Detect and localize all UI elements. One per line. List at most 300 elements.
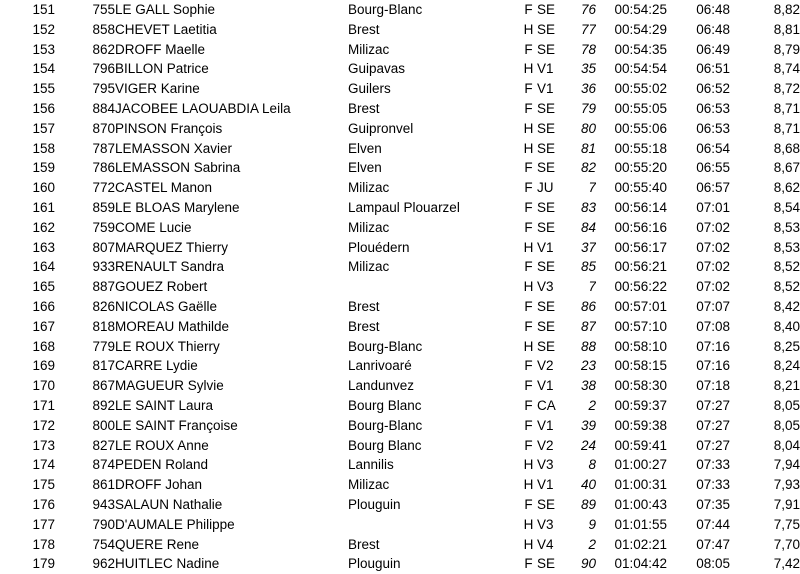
finish-time-cell: 00:55:40 xyxy=(614,180,667,196)
category-cell: SE xyxy=(537,100,556,116)
speed-cell: 8,04 xyxy=(773,437,800,453)
bib-number-cell: 858 xyxy=(92,21,115,37)
speed-cell: 8,05 xyxy=(773,397,800,413)
speed-cell: 8,52 xyxy=(773,259,800,275)
category-rank-cell: 38 xyxy=(580,378,596,394)
rank-cell: 175 xyxy=(32,477,55,493)
pace-cell: 07:02 xyxy=(696,239,730,255)
runner-name-cell: RENAULT Sandra xyxy=(115,259,225,275)
category-rank-cell: 40 xyxy=(580,477,596,493)
city-cell: Bourg Blanc xyxy=(348,397,422,413)
result-row xyxy=(0,475,800,495)
category-rank-cell: 76 xyxy=(580,2,596,17)
city-cell: Bourg-Blanc xyxy=(348,2,423,17)
bib-number-cell: 962 xyxy=(92,556,115,572)
city-cell: Brest xyxy=(348,21,380,37)
category-cell: V1 xyxy=(537,239,554,255)
sex-cell: F xyxy=(524,81,533,97)
bib-number-cell: 796 xyxy=(92,61,115,77)
speed-cell: 8,54 xyxy=(773,199,800,215)
pace-cell: 07:02 xyxy=(696,219,730,235)
finish-time-cell: 00:58:10 xyxy=(614,338,667,354)
speed-cell: 8,67 xyxy=(773,160,800,176)
category-cell: V1 xyxy=(537,378,554,394)
category-cell: SE xyxy=(537,120,556,136)
finish-time-cell: 00:57:10 xyxy=(614,318,667,334)
category-cell: JU xyxy=(537,180,554,196)
category-rank-cell: 87 xyxy=(580,318,596,334)
city-cell: Guipronvel xyxy=(348,120,414,136)
speed-cell: 8,25 xyxy=(773,338,800,354)
city-cell: Milizac xyxy=(348,180,390,196)
pace-cell: 07:01 xyxy=(696,199,730,215)
finish-time-cell: 00:55:18 xyxy=(614,140,667,156)
pace-cell: 07:16 xyxy=(696,358,730,374)
category-cell: V3 xyxy=(537,279,554,295)
runner-name-cell: COME Lucie xyxy=(115,219,192,235)
city-cell: Plouguin xyxy=(348,496,401,512)
category-cell: CA xyxy=(537,397,556,413)
category-cell: SE xyxy=(537,21,556,37)
runner-name-cell: MAGUEUR Sylvie xyxy=(115,378,224,394)
rank-cell: 176 xyxy=(32,496,55,512)
category-cell: V1 xyxy=(537,61,554,77)
city-cell: Lampaul Plouarzel xyxy=(348,199,460,215)
bib-number-cell: 887 xyxy=(92,279,115,295)
category-cell: V3 xyxy=(537,457,554,473)
category-rank-cell: 81 xyxy=(580,140,596,156)
bib-number-cell: 933 xyxy=(92,259,115,275)
sex-cell: F xyxy=(524,100,533,116)
city-cell: Milizac xyxy=(348,477,390,493)
result-row xyxy=(0,495,800,515)
rank-cell: 151 xyxy=(32,2,55,17)
category-cell: V3 xyxy=(537,516,554,532)
sex-cell: F xyxy=(524,496,533,512)
result-row xyxy=(0,277,800,297)
bib-number-cell: 787 xyxy=(92,140,115,156)
category-rank-cell: 86 xyxy=(580,298,596,314)
category-cell: SE xyxy=(537,318,556,334)
rank-cell: 165 xyxy=(32,279,55,295)
sex-cell: F xyxy=(524,556,533,572)
finish-time-cell: 01:00:43 xyxy=(614,496,667,512)
pace-cell: 07:35 xyxy=(696,496,730,512)
sex-cell: F xyxy=(524,358,533,374)
rank-cell: 168 xyxy=(32,338,55,354)
finish-time-cell: 00:54:29 xyxy=(614,21,667,37)
city-cell: Plouédern xyxy=(348,239,410,255)
finish-time-cell: 00:56:22 xyxy=(614,279,667,295)
finish-time-cell: 00:59:37 xyxy=(614,397,667,413)
finish-time-cell: 00:56:21 xyxy=(614,259,667,275)
sex-cell: H xyxy=(523,120,534,136)
sex-cell: F xyxy=(524,397,533,413)
category-rank-cell: 7 xyxy=(588,180,596,196)
result-row xyxy=(0,515,800,535)
finish-time-cell: 00:57:01 xyxy=(614,298,667,314)
finish-time-cell: 01:02:21 xyxy=(614,536,667,552)
city-cell: Bourg Blanc xyxy=(348,437,422,453)
finish-time-cell: 00:58:30 xyxy=(614,378,667,394)
finish-time-cell: 00:54:25 xyxy=(614,2,667,17)
result-row xyxy=(0,297,800,317)
rank-cell: 156 xyxy=(32,100,55,116)
result-row xyxy=(0,139,800,159)
city-cell xyxy=(348,277,520,297)
result-row xyxy=(0,158,800,178)
bib-number-cell: 795 xyxy=(92,81,115,97)
pace-cell: 07:44 xyxy=(696,516,730,532)
runner-name-cell: HUITLEC Nadine xyxy=(115,556,220,572)
city-cell: Guilers xyxy=(348,81,391,97)
rank-cell: 167 xyxy=(32,318,55,334)
rank-cell: 170 xyxy=(32,378,55,394)
result-row xyxy=(0,40,800,60)
bib-number-cell: 818 xyxy=(92,318,115,334)
rank-cell: 154 xyxy=(32,61,55,77)
speed-cell: 7,93 xyxy=(773,477,800,493)
result-row xyxy=(0,436,800,456)
finish-time-cell: 00:55:05 xyxy=(614,100,667,116)
speed-cell: 8,53 xyxy=(773,239,800,255)
category-rank-cell: 39 xyxy=(580,417,596,433)
runner-name-cell: DROFF Johan xyxy=(115,477,203,493)
runner-name-cell: D'AUMALE Philippe xyxy=(115,516,235,532)
category-cell: V2 xyxy=(537,358,554,374)
runner-name-cell: LE ROUX Anne xyxy=(115,437,209,453)
result-row xyxy=(0,178,800,198)
city-cell: Milizac xyxy=(348,259,390,275)
result-row xyxy=(0,356,800,376)
sex-cell: H xyxy=(523,516,534,532)
sex-cell: H xyxy=(523,536,534,552)
pace-cell: 07:47 xyxy=(696,536,730,552)
sex-cell: H xyxy=(523,21,534,37)
rank-cell: 169 xyxy=(32,358,55,374)
pace-cell: 06:52 xyxy=(696,81,730,97)
bib-number-cell: 874 xyxy=(92,457,115,473)
rank-cell: 166 xyxy=(32,298,55,314)
category-rank-cell: 88 xyxy=(580,338,596,354)
city-cell: Plouguin xyxy=(348,556,401,572)
result-row xyxy=(0,376,800,396)
speed-cell: 8,62 xyxy=(773,180,800,196)
result-row xyxy=(0,535,800,555)
finish-time-cell: 00:54:54 xyxy=(614,61,667,77)
bib-number-cell: 867 xyxy=(92,378,115,394)
pace-cell: 07:02 xyxy=(696,259,730,275)
runner-name-cell: CARRE Lydie xyxy=(115,358,198,374)
speed-cell: 8,74 xyxy=(773,61,800,77)
city-cell: Milizac xyxy=(348,219,390,235)
category-cell: SE xyxy=(537,160,556,176)
sex-cell: H xyxy=(523,477,534,493)
runner-name-cell: SALAUN Nathalie xyxy=(115,496,223,512)
sex-cell: F xyxy=(524,318,533,334)
category-rank-cell: 23 xyxy=(580,358,596,374)
result-row xyxy=(0,20,800,40)
result-row xyxy=(0,119,800,139)
category-cell: V2 xyxy=(537,437,554,453)
result-row xyxy=(0,416,800,436)
city-cell: Milizac xyxy=(348,41,390,57)
runner-name-cell: LEMASSON Xavier xyxy=(115,140,233,156)
rank-cell: 160 xyxy=(32,180,55,196)
pace-cell: 06:48 xyxy=(696,2,730,17)
pace-cell: 06:48 xyxy=(696,21,730,37)
sex-cell: F xyxy=(524,219,533,235)
bib-number-cell: 862 xyxy=(92,41,115,57)
runner-name-cell: MARQUEZ Thierry xyxy=(115,239,229,255)
result-row xyxy=(0,396,800,416)
city-cell: Landunvez xyxy=(348,378,415,394)
rank-cell: 153 xyxy=(32,41,55,57)
pace-cell: 08:05 xyxy=(696,556,730,572)
runner-name-cell: PINSON François xyxy=(115,120,223,136)
speed-cell: 8,52 xyxy=(773,279,800,295)
speed-cell: 8,42 xyxy=(773,298,800,314)
category-rank-cell: 2 xyxy=(588,397,596,413)
category-rank-cell: 35 xyxy=(580,61,596,77)
runner-name-cell: NICOLAS Gaëlle xyxy=(115,298,218,314)
finish-time-cell: 00:55:06 xyxy=(614,120,667,136)
bib-number-cell: 943 xyxy=(92,496,115,512)
runner-name-cell: CHEVET Laetitia xyxy=(115,21,217,37)
rank-cell: 158 xyxy=(32,140,55,156)
pace-cell: 07:27 xyxy=(696,397,730,413)
city-cell: Guipavas xyxy=(348,61,406,77)
sex-cell: H xyxy=(523,279,534,295)
speed-cell: 8,82 xyxy=(773,2,800,17)
speed-cell: 7,94 xyxy=(773,457,800,473)
sex-cell: F xyxy=(524,259,533,275)
city-cell: Elven xyxy=(348,160,382,176)
category-rank-cell: 37 xyxy=(580,239,596,255)
sex-cell: F xyxy=(524,437,533,453)
category-rank-cell: 8 xyxy=(588,457,596,473)
pace-cell: 07:27 xyxy=(696,437,730,453)
runner-name-cell: BILLON Patrice xyxy=(115,61,209,77)
bib-number-cell: 861 xyxy=(92,477,115,493)
city-cell: Brest xyxy=(348,318,380,334)
bib-number-cell: 790 xyxy=(92,516,115,532)
pace-cell: 06:51 xyxy=(696,61,730,77)
finish-time-cell: 00:59:41 xyxy=(614,437,667,453)
result-row xyxy=(0,198,800,218)
rank-cell: 174 xyxy=(32,457,55,473)
result-row xyxy=(0,218,800,238)
sex-cell: F xyxy=(524,378,533,394)
category-rank-cell: 2 xyxy=(588,536,596,552)
category-cell: SE xyxy=(537,140,556,156)
category-rank-cell: 82 xyxy=(580,160,596,176)
city-cell: Brest xyxy=(348,298,380,314)
category-rank-cell: 90 xyxy=(580,556,596,572)
bib-number-cell: 755 xyxy=(92,2,115,17)
runner-name-cell: LE SAINT Françoise xyxy=(115,417,238,433)
sex-cell: H xyxy=(523,457,534,473)
pace-cell: 07:18 xyxy=(696,378,730,394)
category-rank-cell: 79 xyxy=(580,100,596,116)
pace-cell: 07:33 xyxy=(696,457,730,473)
speed-cell: 7,42 xyxy=(773,556,800,572)
rank-cell: 159 xyxy=(32,160,55,176)
category-cell: SE xyxy=(537,259,556,275)
result-row xyxy=(0,59,800,79)
category-cell: V1 xyxy=(537,477,554,493)
rank-cell: 172 xyxy=(32,417,55,433)
sex-cell: H xyxy=(523,140,534,156)
rank-cell: 161 xyxy=(32,199,55,215)
speed-cell: 8,72 xyxy=(773,81,800,97)
speed-cell: 8,81 xyxy=(773,21,800,37)
city-cell xyxy=(348,515,520,535)
sex-cell: H xyxy=(523,61,534,77)
city-cell: Brest xyxy=(348,100,380,116)
rank-cell: 177 xyxy=(32,516,55,532)
result-row xyxy=(0,455,800,475)
rank-cell: 164 xyxy=(32,259,55,275)
city-cell: Elven xyxy=(348,140,382,156)
rank-cell: 171 xyxy=(32,397,55,413)
finish-time-cell: 01:04:42 xyxy=(614,556,667,572)
category-rank-cell: 7 xyxy=(588,279,596,295)
finish-time-cell: 00:55:20 xyxy=(614,160,667,176)
runner-name-cell: LE ROUX Thierry xyxy=(115,338,220,354)
speed-cell: 8,68 xyxy=(773,140,800,156)
pace-cell: 07:33 xyxy=(696,477,730,493)
speed-cell: 8,05 xyxy=(773,417,800,433)
city-cell: Bourg-Blanc xyxy=(348,338,423,354)
finish-time-cell: 00:58:15 xyxy=(614,358,667,374)
category-cell: SE xyxy=(537,2,556,17)
bib-number-cell: 892 xyxy=(92,397,115,413)
rank-cell: 173 xyxy=(32,437,55,453)
result-row xyxy=(0,79,800,99)
speed-cell: 7,75 xyxy=(773,516,800,532)
category-cell: SE xyxy=(537,298,556,314)
result-row xyxy=(0,0,800,20)
category-cell: SE xyxy=(537,219,556,235)
runner-name-cell: JACOBEE LAOUABDIA Leila xyxy=(115,100,291,116)
city-cell: Lannilis xyxy=(348,457,394,473)
pace-cell: 06:53 xyxy=(696,100,730,116)
category-cell: SE xyxy=(537,41,556,57)
finish-time-cell: 00:55:02 xyxy=(614,81,667,97)
bib-number-cell: 772 xyxy=(92,180,115,196)
finish-time-cell: 01:00:27 xyxy=(614,457,667,473)
rank-cell: 178 xyxy=(32,536,55,552)
category-cell: SE xyxy=(537,556,556,572)
speed-cell: 8,79 xyxy=(773,41,800,57)
rank-cell: 179 xyxy=(32,556,55,572)
category-cell: V1 xyxy=(537,417,554,433)
sex-cell: F xyxy=(524,180,533,196)
sex-cell: H xyxy=(523,239,534,255)
finish-time-cell: 01:01:55 xyxy=(614,516,667,532)
runner-name-cell: LEMASSON Sabrina xyxy=(115,160,241,176)
sex-cell: H xyxy=(523,338,534,354)
bib-number-cell: 807 xyxy=(92,239,115,255)
category-rank-cell: 83 xyxy=(580,199,596,215)
sex-cell: F xyxy=(524,199,533,215)
bib-number-cell: 884 xyxy=(92,100,115,116)
speed-cell: 7,91 xyxy=(773,496,800,512)
speed-cell: 8,24 xyxy=(773,358,800,374)
runner-name-cell: CASTEL Manon xyxy=(115,180,213,196)
pace-cell: 07:07 xyxy=(696,298,730,314)
bib-number-cell: 859 xyxy=(92,199,115,215)
bib-number-cell: 786 xyxy=(92,160,115,176)
result-row xyxy=(0,317,800,337)
speed-cell: 8,40 xyxy=(773,318,800,334)
pace-cell: 07:02 xyxy=(696,279,730,295)
bib-number-cell: 779 xyxy=(92,338,115,354)
result-row xyxy=(0,99,800,119)
bib-number-cell: 759 xyxy=(92,219,115,235)
pace-cell: 07:08 xyxy=(696,318,730,334)
bib-number-cell: 817 xyxy=(92,358,115,374)
rank-cell: 162 xyxy=(32,219,55,235)
sex-cell: F xyxy=(524,2,533,17)
finish-time-cell: 00:56:16 xyxy=(614,219,667,235)
category-rank-cell: 9 xyxy=(588,516,596,532)
bib-number-cell: 827 xyxy=(92,437,115,453)
rank-cell: 152 xyxy=(32,21,55,37)
category-rank-cell: 36 xyxy=(580,81,596,97)
finish-time-cell: 00:54:35 xyxy=(614,41,667,57)
city-cell: Lanrivoaré xyxy=(348,358,412,374)
category-cell: V1 xyxy=(537,81,554,97)
pace-cell: 06:53 xyxy=(696,120,730,136)
speed-cell: 8,21 xyxy=(773,378,800,394)
finish-time-cell: 01:00:31 xyxy=(614,477,667,493)
result-row xyxy=(0,238,800,258)
category-cell: SE xyxy=(537,496,556,512)
runner-name-cell: PEDEN Roland xyxy=(115,457,209,473)
runner-name-cell: GOUEZ Robert xyxy=(115,279,208,295)
city-cell: Brest xyxy=(348,536,380,552)
category-cell: SE xyxy=(537,338,556,354)
finish-time-cell: 00:56:14 xyxy=(614,199,667,215)
category-rank-cell: 85 xyxy=(580,259,596,275)
sex-cell: F xyxy=(524,160,533,176)
result-row xyxy=(0,257,800,277)
sex-cell: F xyxy=(524,298,533,314)
runner-name-cell: VIGER Karine xyxy=(115,81,200,97)
category-cell: V4 xyxy=(537,536,554,552)
category-rank-cell: 89 xyxy=(580,496,596,512)
pace-cell: 07:27 xyxy=(696,417,730,433)
speed-cell: 8,71 xyxy=(773,100,800,116)
result-row xyxy=(0,554,800,574)
pace-cell: 07:16 xyxy=(696,338,730,354)
runner-name-cell: QUERE Rene xyxy=(115,536,200,552)
runner-name-cell: DROFF Maelle xyxy=(115,41,206,57)
pace-cell: 06:57 xyxy=(696,180,730,196)
runner-name-cell: LE GALL Sophie xyxy=(115,2,216,17)
category-rank-cell: 78 xyxy=(580,41,596,57)
finish-time-cell: 00:56:17 xyxy=(614,239,667,255)
category-cell: SE xyxy=(537,199,556,215)
bib-number-cell: 754 xyxy=(92,536,115,552)
speed-cell: 8,53 xyxy=(773,219,800,235)
runner-name-cell: LE BLOAS Marylene xyxy=(115,199,240,215)
finish-time-cell: 00:59:38 xyxy=(614,417,667,433)
bib-number-cell: 826 xyxy=(92,298,115,314)
sex-cell: F xyxy=(524,417,533,433)
